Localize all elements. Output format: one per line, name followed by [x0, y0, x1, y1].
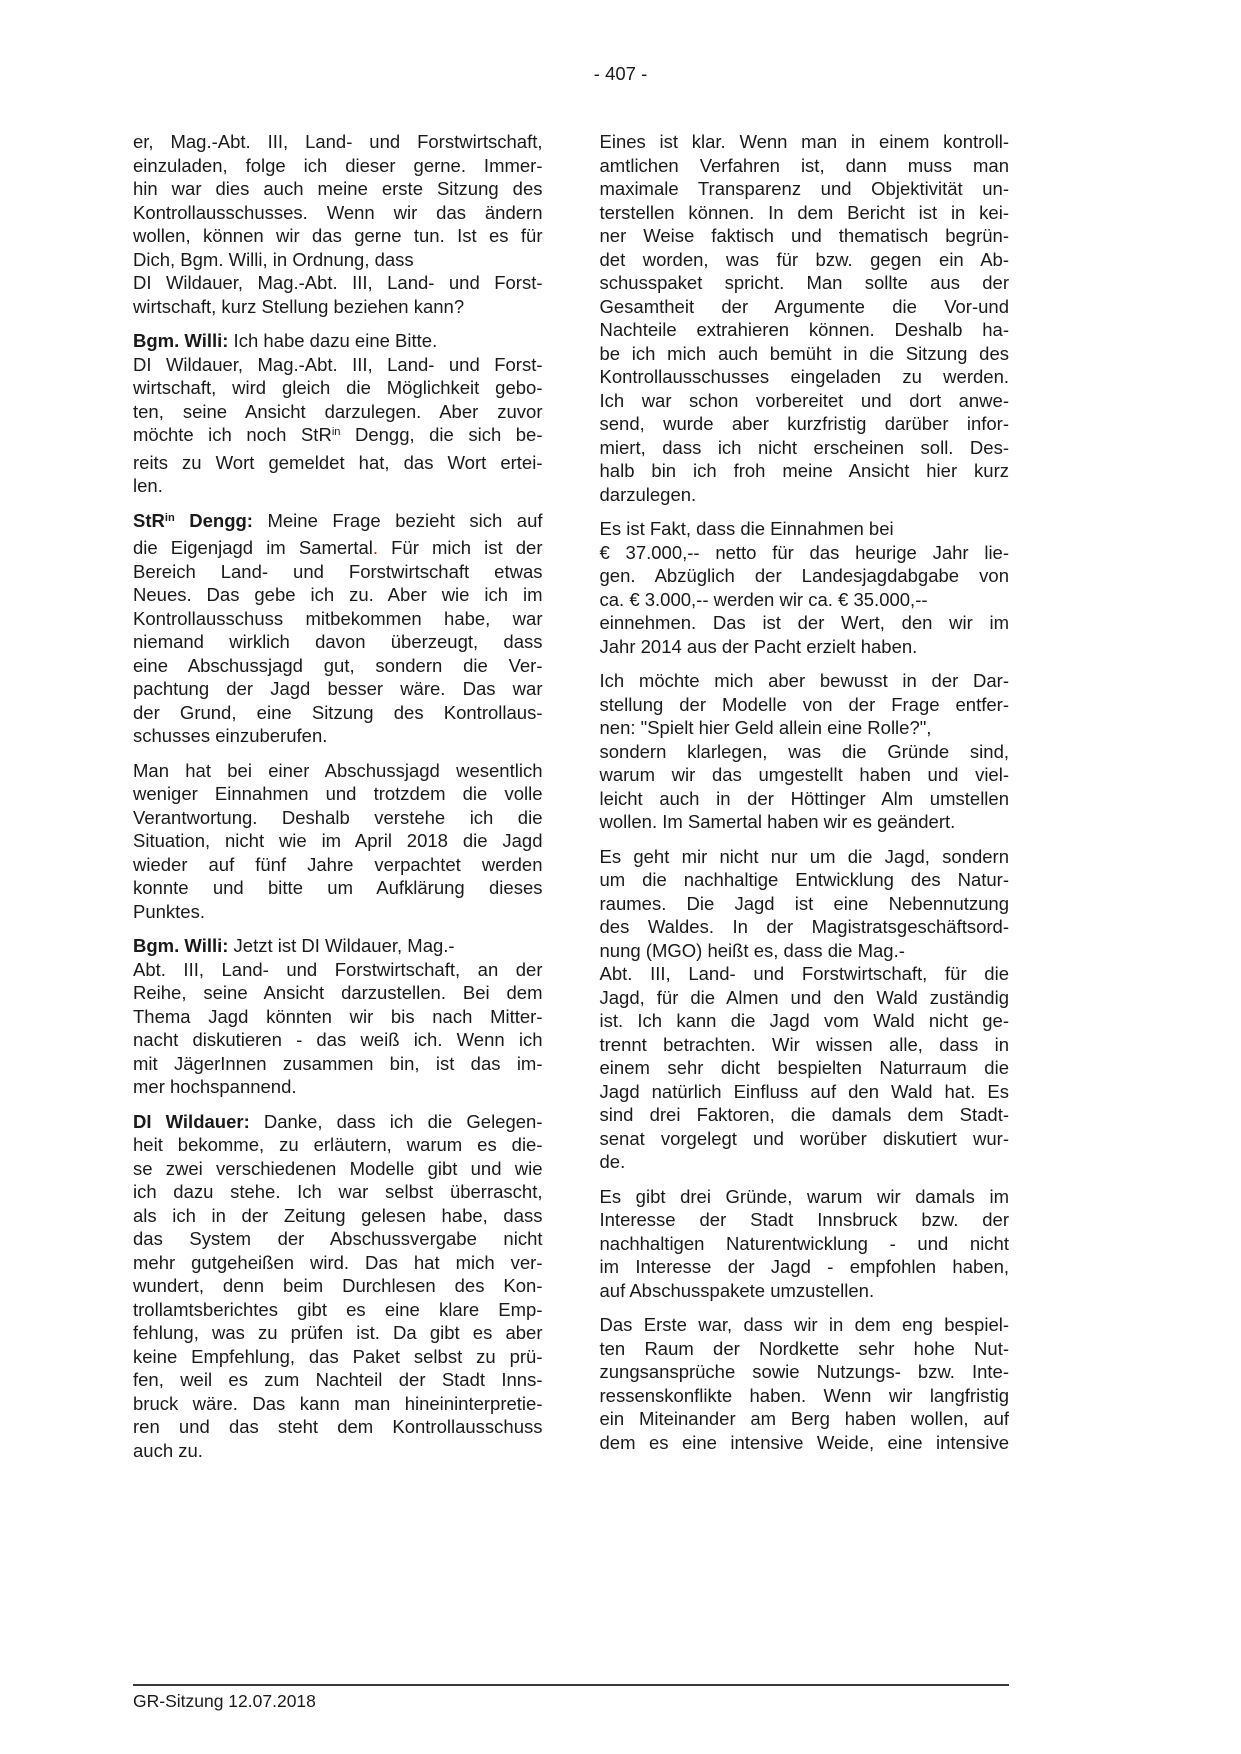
- text-line: [600, 1407, 1010, 1431]
- text-segment: ist. Ich kann die Jagd vom Wald nicht ge-: [599, 1010, 1009, 1031]
- text-line: [600, 1431, 1010, 1455]
- text-segment: niemand wirklich davon überzeugt, dass: [133, 631, 543, 652]
- text-line: [133, 1368, 543, 1392]
- text-line: [133, 782, 543, 806]
- text-line: [133, 981, 543, 1005]
- text-segment: dem es eine intensive Weide, eine intensive: [599, 1431, 1009, 1453]
- text-segment: Abt. III, Land- und Forstwirtschaft, an der: [133, 958, 543, 980]
- text-line: [600, 459, 1010, 483]
- text-segment: Punktes.: [133, 900, 205, 922]
- text-segment: Dengg, die sich be-: [340, 424, 543, 445]
- text-line: [600, 436, 1010, 460]
- text-segment: Reihe, seine Ansicht darzustellen. Bei dem: [133, 982, 543, 1003]
- text-line: [133, 400, 543, 424]
- text-segment: mit JägerInnen zusammen bin, ist das im-: [133, 1052, 543, 1074]
- text-line: [600, 1150, 1010, 1174]
- text-segment: amtlichen Verfahren ist, dann muss man: [599, 154, 1009, 176]
- text-line: [600, 318, 1010, 342]
- text-segment: trollamtsberichtes gibt es eine klare Emp-: [133, 1298, 543, 1320]
- text-segment: Abt. III, Land- und Forstwirtschaft, für die: [599, 963, 1009, 984]
- text-line: [133, 1005, 543, 1029]
- paragraph: [600, 1313, 1010, 1454]
- text-segment: Thema Jagd könnten wir bis nach Mitter-: [133, 1005, 543, 1027]
- text-segment: als ich in der Zeitung gelesen habe, dass: [133, 1204, 543, 1226]
- text-line: [133, 154, 543, 178]
- text-line: [133, 423, 543, 451]
- text-line: [133, 630, 543, 654]
- text-line: [600, 693, 1010, 717]
- paragraph: [133, 130, 543, 318]
- text-line: [133, 1180, 543, 1204]
- text-line: [133, 900, 543, 924]
- text-segment: Danke, dass ich die Gelegen-: [249, 1110, 543, 1132]
- text-line: [133, 876, 543, 900]
- text-segment: Neues. Das gebe ich zu. Aber wie ich im: [133, 584, 543, 605]
- text-line: [133, 934, 543, 958]
- text-segment: auch zu.: [133, 1439, 203, 1461]
- text-line: [600, 541, 1010, 565]
- text-line: [133, 248, 543, 272]
- text-segment: wieder auf fünf Jahre verpachtet werden: [133, 853, 543, 875]
- text-segment: Eines ist klar. Wenn man in einem kontroll-: [599, 131, 1009, 152]
- text-segment: Das Erste war, dass wir in dem eng bespiel-: [599, 1314, 1009, 1335]
- text-line: [600, 1033, 1010, 1057]
- text-segment: bruck wäre. Das kann man hineininterpretie-: [133, 1392, 543, 1414]
- text-line: [133, 1274, 543, 1298]
- text-line: [133, 536, 543, 560]
- text-segment: mehr gutgeheißen wird. Das hat mich ver-: [133, 1251, 543, 1273]
- text-line: [600, 154, 1010, 178]
- text-segment: ten, seine Ansicht darzulegen. Aber zuvor: [133, 400, 543, 422]
- text-line: [133, 295, 543, 319]
- text-segment: er, Mag.-Abt. III, Land- und Forstwirtschaft,: [133, 131, 543, 152]
- text-segment: send, wurde aber kurzfristig darüber infor-: [599, 413, 1009, 434]
- text-segment: einem sehr dicht bespielten Naturraum die: [599, 1057, 1009, 1078]
- text-line: [600, 271, 1010, 295]
- text-line: [133, 130, 543, 154]
- text-segment: ich dazu stehe. Ich war selbst überrascht,: [133, 1181, 543, 1202]
- text-line: [600, 1127, 1010, 1151]
- text-segment: warum wir das umgestellt haben und viel-: [599, 764, 1009, 785]
- text-segment: sondern klarlegen, was die Gründe sind,: [599, 740, 1009, 762]
- text-segment: fen, weil es zum Nachteil der Stadt Inns-: [133, 1369, 543, 1390]
- text-line: [600, 611, 1010, 635]
- text-line: [600, 564, 1010, 588]
- text-line: [133, 829, 543, 853]
- text-line: [133, 583, 543, 607]
- text-line: [600, 588, 1010, 612]
- text-segment: Jetzt ist DI Wildauer, Mag.-: [228, 935, 455, 956]
- text-segment: StR: [133, 509, 165, 531]
- text-segment: nacht diskutieren - das weiß ich. Wenn ich: [133, 1029, 543, 1050]
- text-segment: hin war dies auch meine erste Sitzung des: [133, 178, 543, 199]
- text-segment: Jahr 2014 aus der Pacht erzielt haben.: [599, 635, 918, 657]
- text-segment: Jagd, für die Almen und den Wald zuständig: [599, 986, 1009, 1008]
- text-segment: Situation, nicht wie im April 2018 die Jagd: [133, 830, 543, 851]
- text-line: [600, 295, 1010, 319]
- text-line: [133, 1392, 543, 1416]
- text-segment: maximale Transparenz und Objektivität un-: [599, 178, 1009, 199]
- text-segment: .: [372, 537, 379, 558]
- text-segment: halb bin ich froh meine Ansicht hier kurz: [599, 460, 1009, 481]
- text-segment: wirtschaft, kurz Stellung beziehen kann?: [133, 295, 465, 317]
- text-segment: nen: "Spielt hier Geld allein eine Rolle?",: [599, 717, 932, 738]
- text-segment: pachtung der Jagd besser wäre. Das war: [133, 678, 543, 699]
- text-segment: det worden, was für bzw. gegen ein Ab-: [599, 248, 1009, 270]
- text-segment: möchte ich noch StR: [133, 424, 332, 445]
- text-line: [133, 1321, 543, 1345]
- text-segment: Es geht mir nicht nur um die Jagd, sondern: [599, 845, 1009, 867]
- text-line: [133, 806, 543, 830]
- text-line: [600, 915, 1010, 939]
- text-line: [600, 1255, 1010, 1279]
- text-segment: wollen. Im Samertal haben wir es geändert.: [599, 811, 956, 832]
- text-segment: DI Wildauer:: [133, 1110, 250, 1132]
- text-segment: einzuladen, folge ich dieser gerne. Immer-: [133, 154, 543, 176]
- text-line: [600, 868, 1010, 892]
- text-line: [133, 474, 543, 498]
- text-line: [133, 224, 543, 248]
- text-line: [600, 130, 1010, 154]
- text-line: [600, 1232, 1010, 1256]
- text-line: [600, 365, 1010, 389]
- text-segment: Meine Frage bezieht sich auf: [252, 509, 543, 531]
- paragraph: [133, 759, 543, 924]
- paragraph: [600, 669, 1010, 834]
- text-segment: Bereich Land- und Forstwirtschaft etwas: [133, 560, 543, 582]
- text-segment: schusspaket spricht. Man sollte aus der: [599, 272, 1009, 293]
- text-segment: Interesse der Stadt Innsbruck bzw. der: [599, 1209, 1009, 1230]
- text-line: [133, 201, 543, 225]
- text-line: [133, 177, 543, 201]
- text-segment: Dengg:: [174, 509, 253, 531]
- text-segment: Dich, Bgm. Willi, in Ordnung, dass: [133, 248, 414, 270]
- paragraph: [133, 329, 543, 498]
- page-footer: [133, 1684, 1009, 1714]
- text-line: [600, 810, 1010, 834]
- paragraph: [133, 1110, 543, 1463]
- text-segment: senat vorgelegt und worüber diskutiert wur-: [599, 1127, 1009, 1149]
- text-line: [600, 962, 1010, 986]
- text-segment: Verantwortung. Deshalb verstehe ich die: [133, 806, 543, 828]
- text-segment: eine Abschussjagd gut, sondern die Ver-: [133, 654, 543, 676]
- text-segment: keine Empfehlung, das Paket selbst zu prü-: [133, 1345, 543, 1367]
- text-line: [600, 986, 1010, 1010]
- text-line: [133, 1251, 543, 1275]
- text-segment: Es gibt drei Gründe, warum wir damals im: [599, 1185, 1009, 1207]
- text-line: [600, 517, 1010, 541]
- paragraph: [600, 130, 1010, 506]
- text-segment: se zwei verschiedenen Modelle gibt und wie: [133, 1157, 543, 1179]
- text-line: [600, 1337, 1010, 1361]
- text-line: [600, 1279, 1010, 1303]
- text-line: [600, 342, 1010, 366]
- text-segment: im Interesse der Jagd - empfohlen haben,: [599, 1256, 1009, 1277]
- text-segment: be ich mich auch bemüht in die Sitzung des: [599, 342, 1009, 364]
- text-segment: Kontrollausschusses. Wenn wir das ändern: [133, 201, 543, 223]
- text-line: [600, 716, 1010, 740]
- text-segment: ein Miteinander am Berg haben wollen, auf: [599, 1408, 1009, 1429]
- text-segment: schusses einzuberufen.: [133, 725, 328, 746]
- text-line: [133, 329, 543, 353]
- text-segment: die Eigenjagd im Samertal: [133, 537, 373, 558]
- text-line: [133, 1075, 543, 1099]
- text-line: [133, 607, 543, 631]
- text-segment: Ich war schon vorbereitet und dort anwe-: [599, 389, 1009, 411]
- text-segment: leicht auch in der Höttinger Alm umstellen: [599, 787, 1009, 809]
- text-line: [133, 271, 543, 295]
- text-line: [133, 724, 543, 748]
- text-line: [600, 1103, 1010, 1127]
- text-segment: Gesamtheit der Argumente die Vor-und: [599, 295, 1009, 317]
- text-line: [600, 483, 1010, 507]
- text-line: [600, 763, 1010, 787]
- text-line: [600, 412, 1010, 436]
- column-left: [133, 130, 543, 1462]
- text-segment: darzulegen.: [599, 483, 697, 505]
- text-segment: einnehmen. Das ist der Wert, den wir im: [599, 612, 1009, 633]
- footer-text: GR-Sitzung 12.07.2018: [133, 1691, 316, 1711]
- text-segment: Man hat bei einer Abschussjagd wesentlich: [133, 759, 543, 781]
- text-segment: ca. € 3.000,-- werden wir ca. € 35.000,--: [599, 588, 928, 610]
- text-segment: DI Wildauer, Mag.-Abt. III, Land- und Forst-: [133, 272, 543, 293]
- text-line: [133, 1298, 543, 1322]
- text-segment: gen. Abzüglich der Landesjagdabgabe von: [599, 565, 1009, 586]
- text-line: [600, 224, 1010, 248]
- text-segment: zungsansprüche sowie Nutzungs- bzw. Inte-: [599, 1361, 1009, 1382]
- text-segment: sind drei Faktoren, die damals dem Stadt-: [599, 1104, 1009, 1125]
- text-line: [600, 740, 1010, 764]
- text-line: [133, 509, 543, 537]
- text-segment: miert, dass ich nicht erscheinen soll. Des-: [599, 436, 1009, 458]
- text-segment: weniger Einnahmen und trotzdem die volle: [133, 783, 543, 804]
- text-segment: wollen, können wir das gerne tun. Ist es für: [133, 225, 543, 246]
- text-segment: de.: [599, 1151, 626, 1172]
- text-segment: um die nachhaltige Entwicklung des Natur-: [599, 869, 1009, 890]
- text-segment: Bgm. Willi:: [133, 330, 229, 351]
- text-line: [133, 853, 543, 877]
- text-segment: Kontrollausschuss mitbekommen habe, war: [133, 607, 543, 629]
- text-line: [133, 1415, 543, 1439]
- text-segment: terstellen können. In dem Bericht ist in kei-: [599, 201, 1009, 223]
- text-line: [600, 1313, 1010, 1337]
- text-segment: nung (MGO) heißt es, dass die Mag.-: [599, 939, 905, 961]
- text-segment: € 37.000,-- netto für das heurige Jahr lie-: [599, 541, 1009, 563]
- column-right: [600, 130, 1010, 1462]
- text-line: [600, 892, 1010, 916]
- text-segment: Jagd natürlich Einfluss auf den Wald hat. Es: [599, 1080, 1009, 1102]
- text-segment: Ich möchte mich aber bewusst in der Dar-: [599, 670, 1009, 691]
- text-segment: wundert, denn beim Durchlesen des Kon-: [133, 1275, 543, 1296]
- text-line: [133, 560, 543, 584]
- text-line: [600, 1080, 1010, 1104]
- text-line: [600, 201, 1010, 225]
- text-line: [133, 376, 543, 400]
- text-line: [133, 701, 543, 725]
- text-segment: reits zu Wort gemeldet hat, das Wort ertei-: [133, 451, 543, 473]
- text-segment: DI Wildauer, Mag.-Abt. III, Land- und Forst-: [133, 353, 543, 375]
- text-line: [133, 1439, 543, 1463]
- text-line: [600, 1056, 1010, 1080]
- text-line: [600, 1360, 1010, 1384]
- text-line: [600, 787, 1010, 811]
- paragraph: [600, 845, 1010, 1174]
- text-line: [600, 1208, 1010, 1232]
- text-segment: mer hochspannend.: [133, 1076, 297, 1097]
- text-segment: Bgm. Willi:: [133, 935, 229, 956]
- text-line: [133, 1157, 543, 1181]
- text-line: [600, 248, 1010, 272]
- text-segment: ner Weise faktisch und thematisch begrün-: [599, 225, 1009, 246]
- paragraph: [600, 1185, 1010, 1303]
- text-line: [600, 1185, 1010, 1209]
- text-line: [133, 1110, 543, 1134]
- text-segment: ten Raum der Nordkette sehr hohe Nut-: [599, 1337, 1009, 1359]
- text-segment: len.: [133, 475, 163, 496]
- text-segment: konnte und bitte um Aufklärung dieses: [133, 877, 543, 898]
- text-line: [133, 1052, 543, 1076]
- text-line: [133, 1345, 543, 1369]
- text-line: [600, 1384, 1010, 1408]
- text-line: [133, 654, 543, 678]
- text-line: [133, 451, 543, 475]
- text-line: [133, 1227, 543, 1251]
- paragraph: [600, 517, 1010, 658]
- text-segment: Kontrollausschusses eingeladen zu werden.: [599, 366, 1009, 387]
- text-segment: ren und das steht dem Kontrollausschuss: [133, 1416, 543, 1437]
- text-line: [133, 353, 543, 377]
- text-columns: [133, 130, 1009, 1462]
- paragraph: [133, 509, 543, 748]
- text-segment: Nachteile extrahieren können. Deshalb ha-: [599, 319, 1009, 340]
- text-line: [133, 1204, 543, 1228]
- text-segment: der Grund, eine Sitzung des Kontrollaus-: [133, 701, 543, 723]
- text-segment: heit bekomme, zu erläutern, warum es die-: [133, 1134, 543, 1155]
- text-segment: auf Abschusspakete umzustellen.: [599, 1279, 875, 1301]
- text-line: [600, 669, 1010, 693]
- text-line: [600, 939, 1010, 963]
- text-line: [600, 1009, 1010, 1033]
- text-line: [133, 677, 543, 701]
- page-number: - 407 -: [593, 63, 648, 84]
- text-segment: in: [331, 426, 341, 439]
- text-segment: fehlung, was zu prüfen ist. Da gibt es aber: [133, 1322, 543, 1343]
- text-segment: das System der Abschussvergabe nicht: [133, 1228, 543, 1249]
- text-segment: wirtschaft, wird gleich die Möglichkeit gebo-: [133, 377, 543, 398]
- text-line: [600, 389, 1010, 413]
- text-segment: stellung der Modelle von der Frage entfer-: [599, 693, 1009, 715]
- text-line: [600, 845, 1010, 869]
- text-line: [133, 958, 543, 982]
- text-segment: trennt betrachten. Wir wissen alle, dass in: [599, 1033, 1009, 1055]
- text-segment: Es ist Fakt, dass die Einnahmen bei: [599, 518, 894, 539]
- text-segment: ressenskonflikte haben. Wenn wir langfristig: [599, 1384, 1009, 1406]
- text-segment: nachhaltigen Naturentwicklung - und nicht: [599, 1232, 1009, 1254]
- text-segment: Für mich ist der: [378, 537, 543, 558]
- text-segment: Ich habe dazu eine Bitte.: [228, 330, 438, 351]
- text-line: [133, 759, 543, 783]
- text-segment: in: [164, 511, 175, 524]
- paragraph: [133, 934, 543, 1099]
- text-line: [133, 1028, 543, 1052]
- text-line: [600, 177, 1010, 201]
- text-segment: des Waldes. In der Magistratsgeschäftsord-: [599, 916, 1009, 937]
- text-line: [600, 635, 1010, 659]
- text-segment: raumes. Die Jagd ist eine Nebennutzung: [599, 892, 1009, 914]
- text-line: [133, 1133, 543, 1157]
